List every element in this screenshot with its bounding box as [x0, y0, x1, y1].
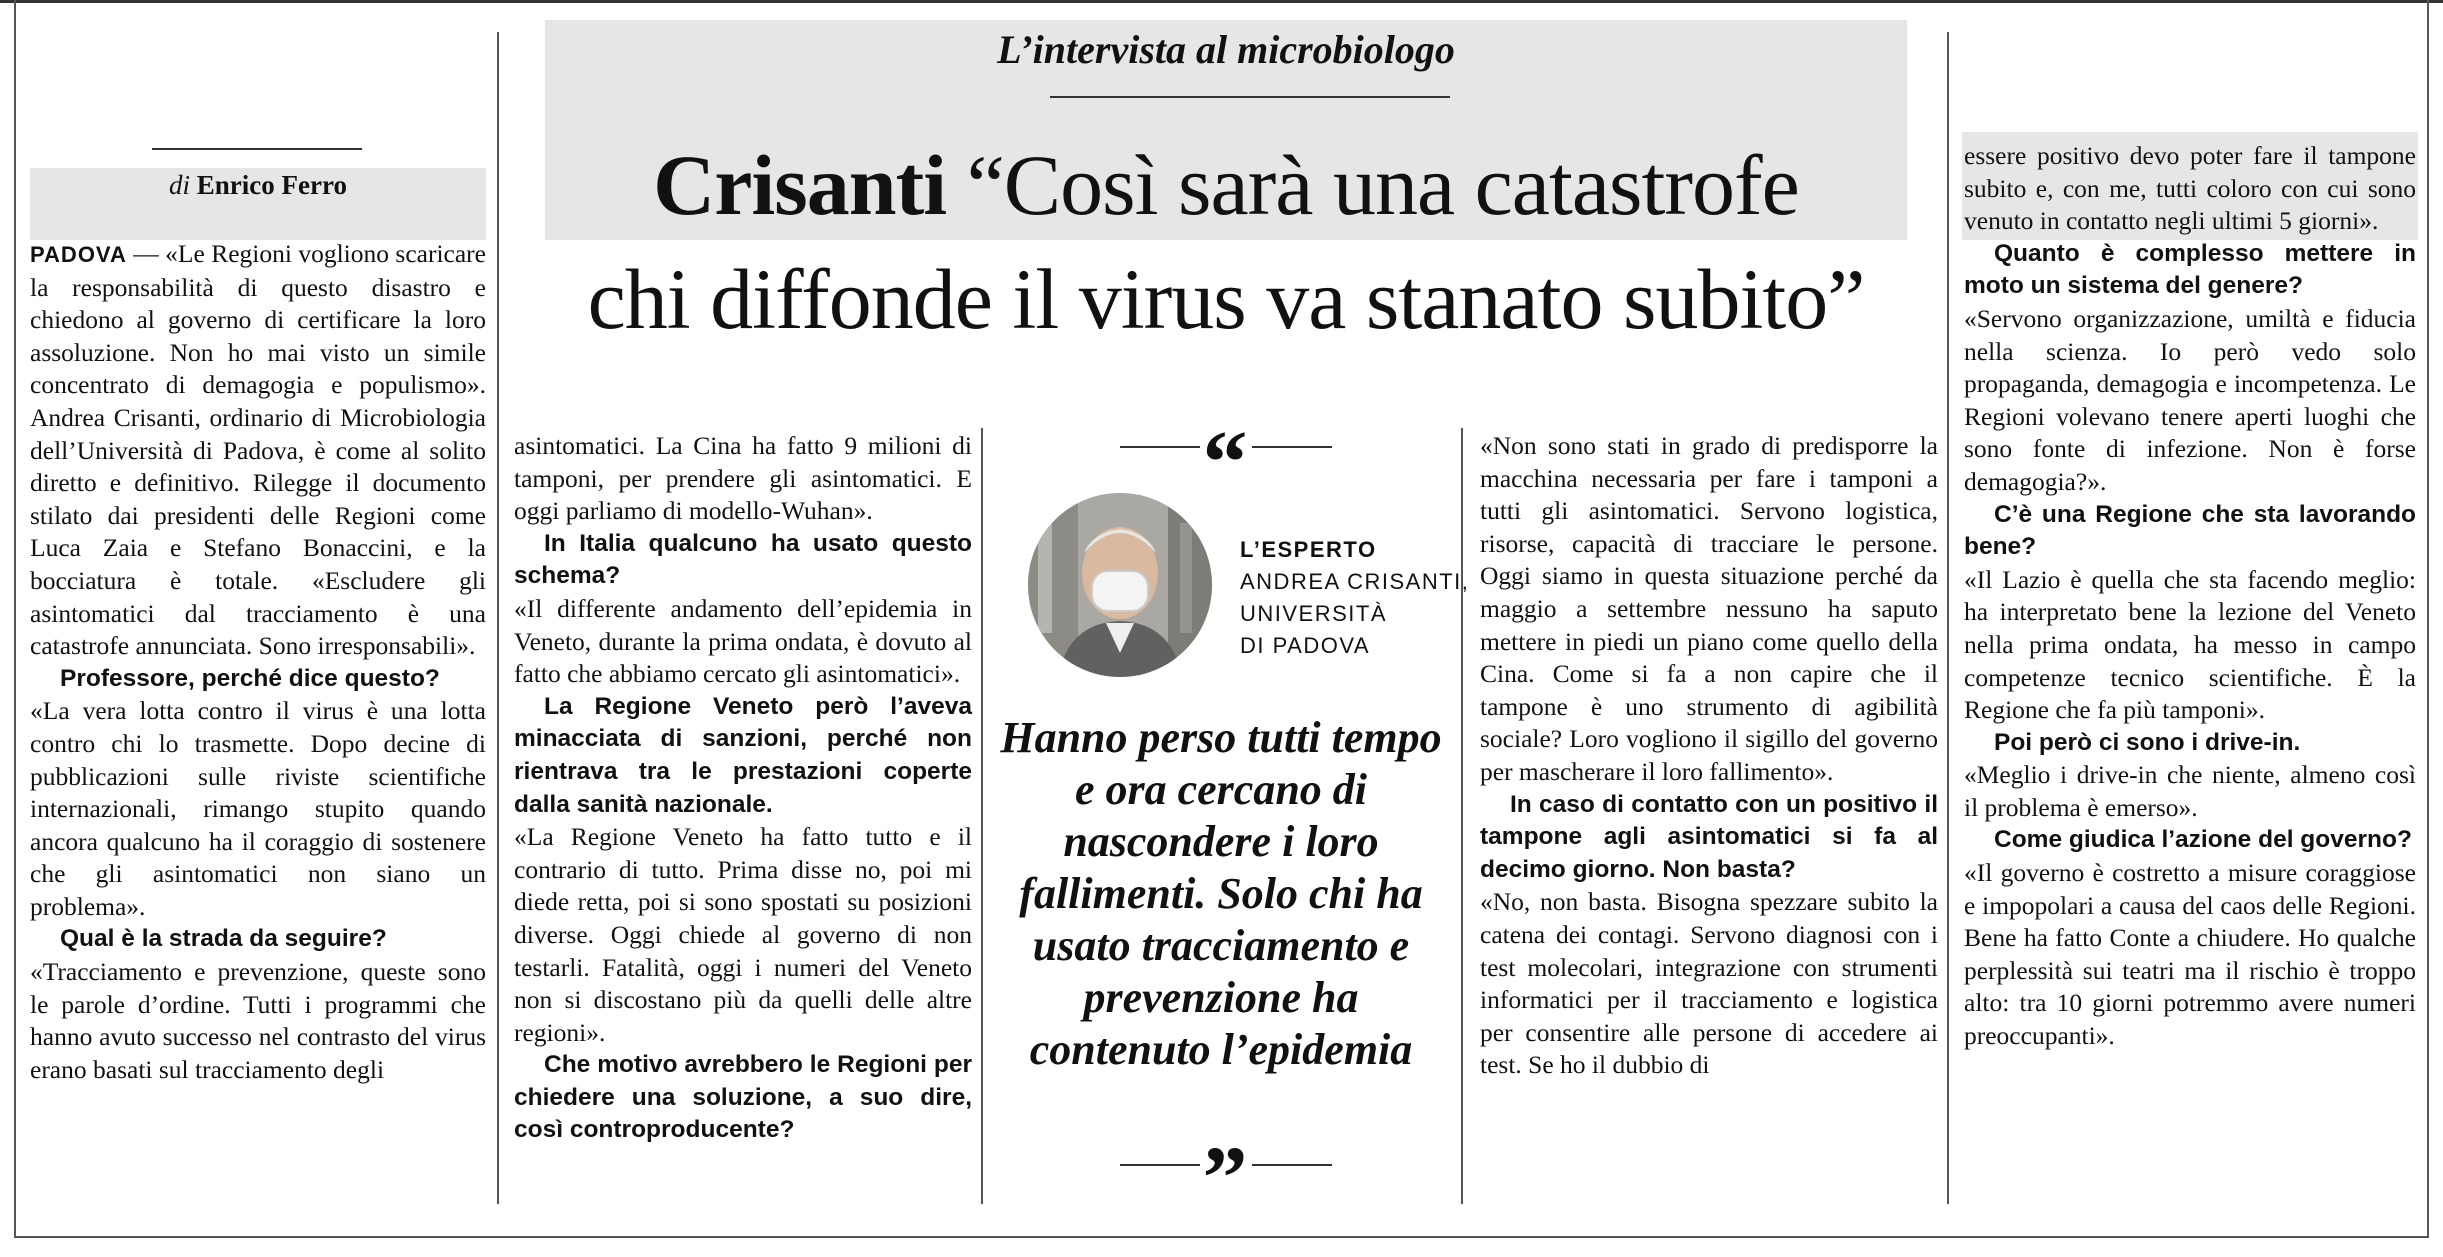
question-4: La Regione Veneto però l’aveva minacciata di sanzioni, perché non rientrava tra le prestazioni coperte dalla sanità nazionale. [514, 692, 972, 818]
answer-1: «La vera lotta contro il virus è una lotta contro chi lo trasmette. Dopo decine di pubblicazioni sulle riviste scientifiche internazionali, rimango stupito quando ancora qualcuno ha il coraggio di sostenere che gli asintomatici non siano un problema». [30, 696, 486, 921]
question-5: Che motivo avrebbero le Regioni per chiedere una soluzione, a suo dire, così controproducente? [514, 1051, 972, 1144]
headline-line-1 [520, 128, 1932, 242]
frame-right [2427, 0, 2429, 1238]
portrait-illustration [1028, 493, 1212, 677]
col1-paragraph-1: — «Le Regioni vogliono scaricare la responsabilità di questo disastro e chiedono al governo di certificare la loro assoluzione. Non ho mai visto un simile concentrato di demagogia e populismo». Andrea Crisanti, ordinario di Microbiologia dell’Università di Padova, è come al solito diretto e definitivo. Rilegge il documento stilato dai presidenti delle Regioni come Luca Zaia e Stefano Bonaccini, e la bocciatura è totale. «Escludere gli asintomatici dal tracciamento è una catastrofe annunciata. Sono irresponsabili». [30, 239, 486, 661]
open-quote-mark: “ [1202, 413, 1248, 512]
question-2: Qual è la strada da seguire? [60, 925, 387, 953]
open-quote-rule-right [1252, 446, 1332, 448]
answer-8: «Il Lazio è quella che sta facendo meglio: ha interpretato bene la lezione del Veneto nella prima ondata, ha messo in campo competenze tecnico scientifiche. È la Regione che fa più tamponi». [1964, 564, 2416, 725]
question-8: C’è una Regione che sta lavorando bene? [1964, 500, 2416, 561]
headline-line-2: chi diffonde il virus va stanato subito” [587, 251, 1865, 347]
dateline: PADOVA [30, 242, 127, 267]
col2-paragraph-1: asintomatici. La Cina ha fatto 9 milioni di tamponi, per prendere gli asintomatici. E oggi parliamo di modello-Wuhan». [514, 431, 972, 526]
byline-prefix: di [169, 170, 191, 200]
frame-bottom [14, 1236, 2429, 1238]
kicker: L’intervista al microbiologo [997, 27, 1455, 72]
close-quote-mark: ” [1202, 1129, 1248, 1228]
expert-photo [1028, 493, 1212, 677]
question-10: Come giudica l’azione del governo? [1994, 826, 2412, 854]
headline-name: Crisanti [653, 137, 947, 233]
answer-10: «Il governo è costretto a misure coraggiose e impopolari a causa del caos delle Regioni. Bene ha fatto Conte a chiudere. Ho qualche perplessità sui teatri ma il rischio è troppo alto: tra 10 giorni potremmo avere numeri preoccupanti». [1964, 858, 2416, 1051]
expert-caption [1240, 534, 1470, 662]
close-quote-rule-left [1120, 1164, 1200, 1166]
close-quote-rule-right [1252, 1164, 1332, 1166]
byline-author: Enrico Ferro [196, 170, 347, 200]
question-7: Quanto è complesso mettere in moto un sistema del genere? [1964, 239, 2416, 300]
expert-affiliation-2: DI PADOVA [1240, 633, 1371, 658]
answer-3: «Il differente andamento dell’epidemia in Veneto, durante la prima ondata, è dovuto al fatto che abbiamo cercato gli asintomatici». [514, 593, 972, 689]
question-1: Professore, perché dice questo? [60, 664, 440, 692]
answer-6: «No, non basta. Bisogna spezzare subito la catena dei contagi. Servono diagnosi con i test molecolari, integrazione con strumenti informatici per il tracciamento e logistica per consentire alle persone di accedere ai test. Se ho il dubbio di [1480, 887, 1938, 1080]
byline [30, 170, 486, 201]
byline-rule [152, 148, 362, 150]
answer-9: «Meglio i drive-in che niente, almeno così il problema è emerso». [1964, 760, 2416, 822]
column-divider-1 [497, 32, 499, 1204]
answer-6-continued: essere positivo devo poter fare il tampone subito e, con me, tutti coloro con cui sono venuto in contatto negli ultimi 5 giorni». [1964, 141, 2416, 236]
column-divider-2 [981, 428, 983, 1204]
column-5 [1964, 140, 2416, 1053]
expert-affiliation-1: UNIVERSITÀ [1240, 601, 1388, 626]
question-3: In Italia qualcuno ha usato questo schema? [514, 529, 972, 590]
answer-4: «La Regione Veneto ha fatto tutto e il contrario di tutto. Prima disse no, poi mi diede retta, poi si sono spostati su posizioni diverse. Oggi chiede al governo di non testarli. Fatalità, oggi i numeri del Veneto non si discostano più da quelli delle altre regioni». [514, 822, 972, 1047]
kicker-rule [1050, 96, 1450, 98]
top-rule [0, 0, 2443, 3]
column-divider-4 [1947, 32, 1949, 1204]
question-6: In caso di contatto con un positivo il tampone agli asintomatici si fa al decimo giorno. Non basta? [1480, 790, 1938, 883]
column-1 [30, 238, 486, 1086]
answer-2: «Tracciamento e prevenzione, queste sono le parole d’ordine. Tutti i programmi che hanno avuto successo nel contrasto del virus erano basati sul tracciamento degli [30, 957, 486, 1084]
expert-role: L’ESPERTO [1240, 537, 1377, 562]
answer-5: «Non sono stati in grado di predisporre la macchina necessaria per fare i tamponi a tutti gli asintomatici. Servono logistica, risorse, capacità di tracciare le persone. Oggi siamo in questa situazione perché da maggio a settembre nessuno ha saputo mettere in piedi un piano come quello della Cina. Come si fa a non capire che il tampone è uno strumento di agibilità sociale? Loro vogliono il sigillo del governo per mascherare il loro fallimento». [1480, 431, 1938, 786]
question-9: Poi però ci sono i drive-in. [1994, 728, 2301, 756]
headline-line1-text: “Così sarà una catastrofe [966, 137, 1799, 233]
column-2 [514, 430, 972, 1147]
expert-name: ANDREA CRISANTI, [1240, 569, 1470, 594]
open-quote-rule-left [1120, 446, 1200, 448]
pull-quote: Hanno perso tutti tempo e ora cercano di nascondere i loro fallimenti. Solo chi ha usato tracciamento e prevenzione ha contenuto l’epidemia [1000, 713, 1442, 1074]
frame-left [14, 0, 16, 1238]
column-4 [1480, 430, 1938, 1082]
answer-7: «Servono organizzazione, umiltà e fiducia nella scienza. Io però vedo solo propaganda, demagogia e incompetenza. Le Regioni volevano tenere aperti luoghi che sono fonte di infezione. Non è forse demagogia?». [1964, 303, 2416, 496]
